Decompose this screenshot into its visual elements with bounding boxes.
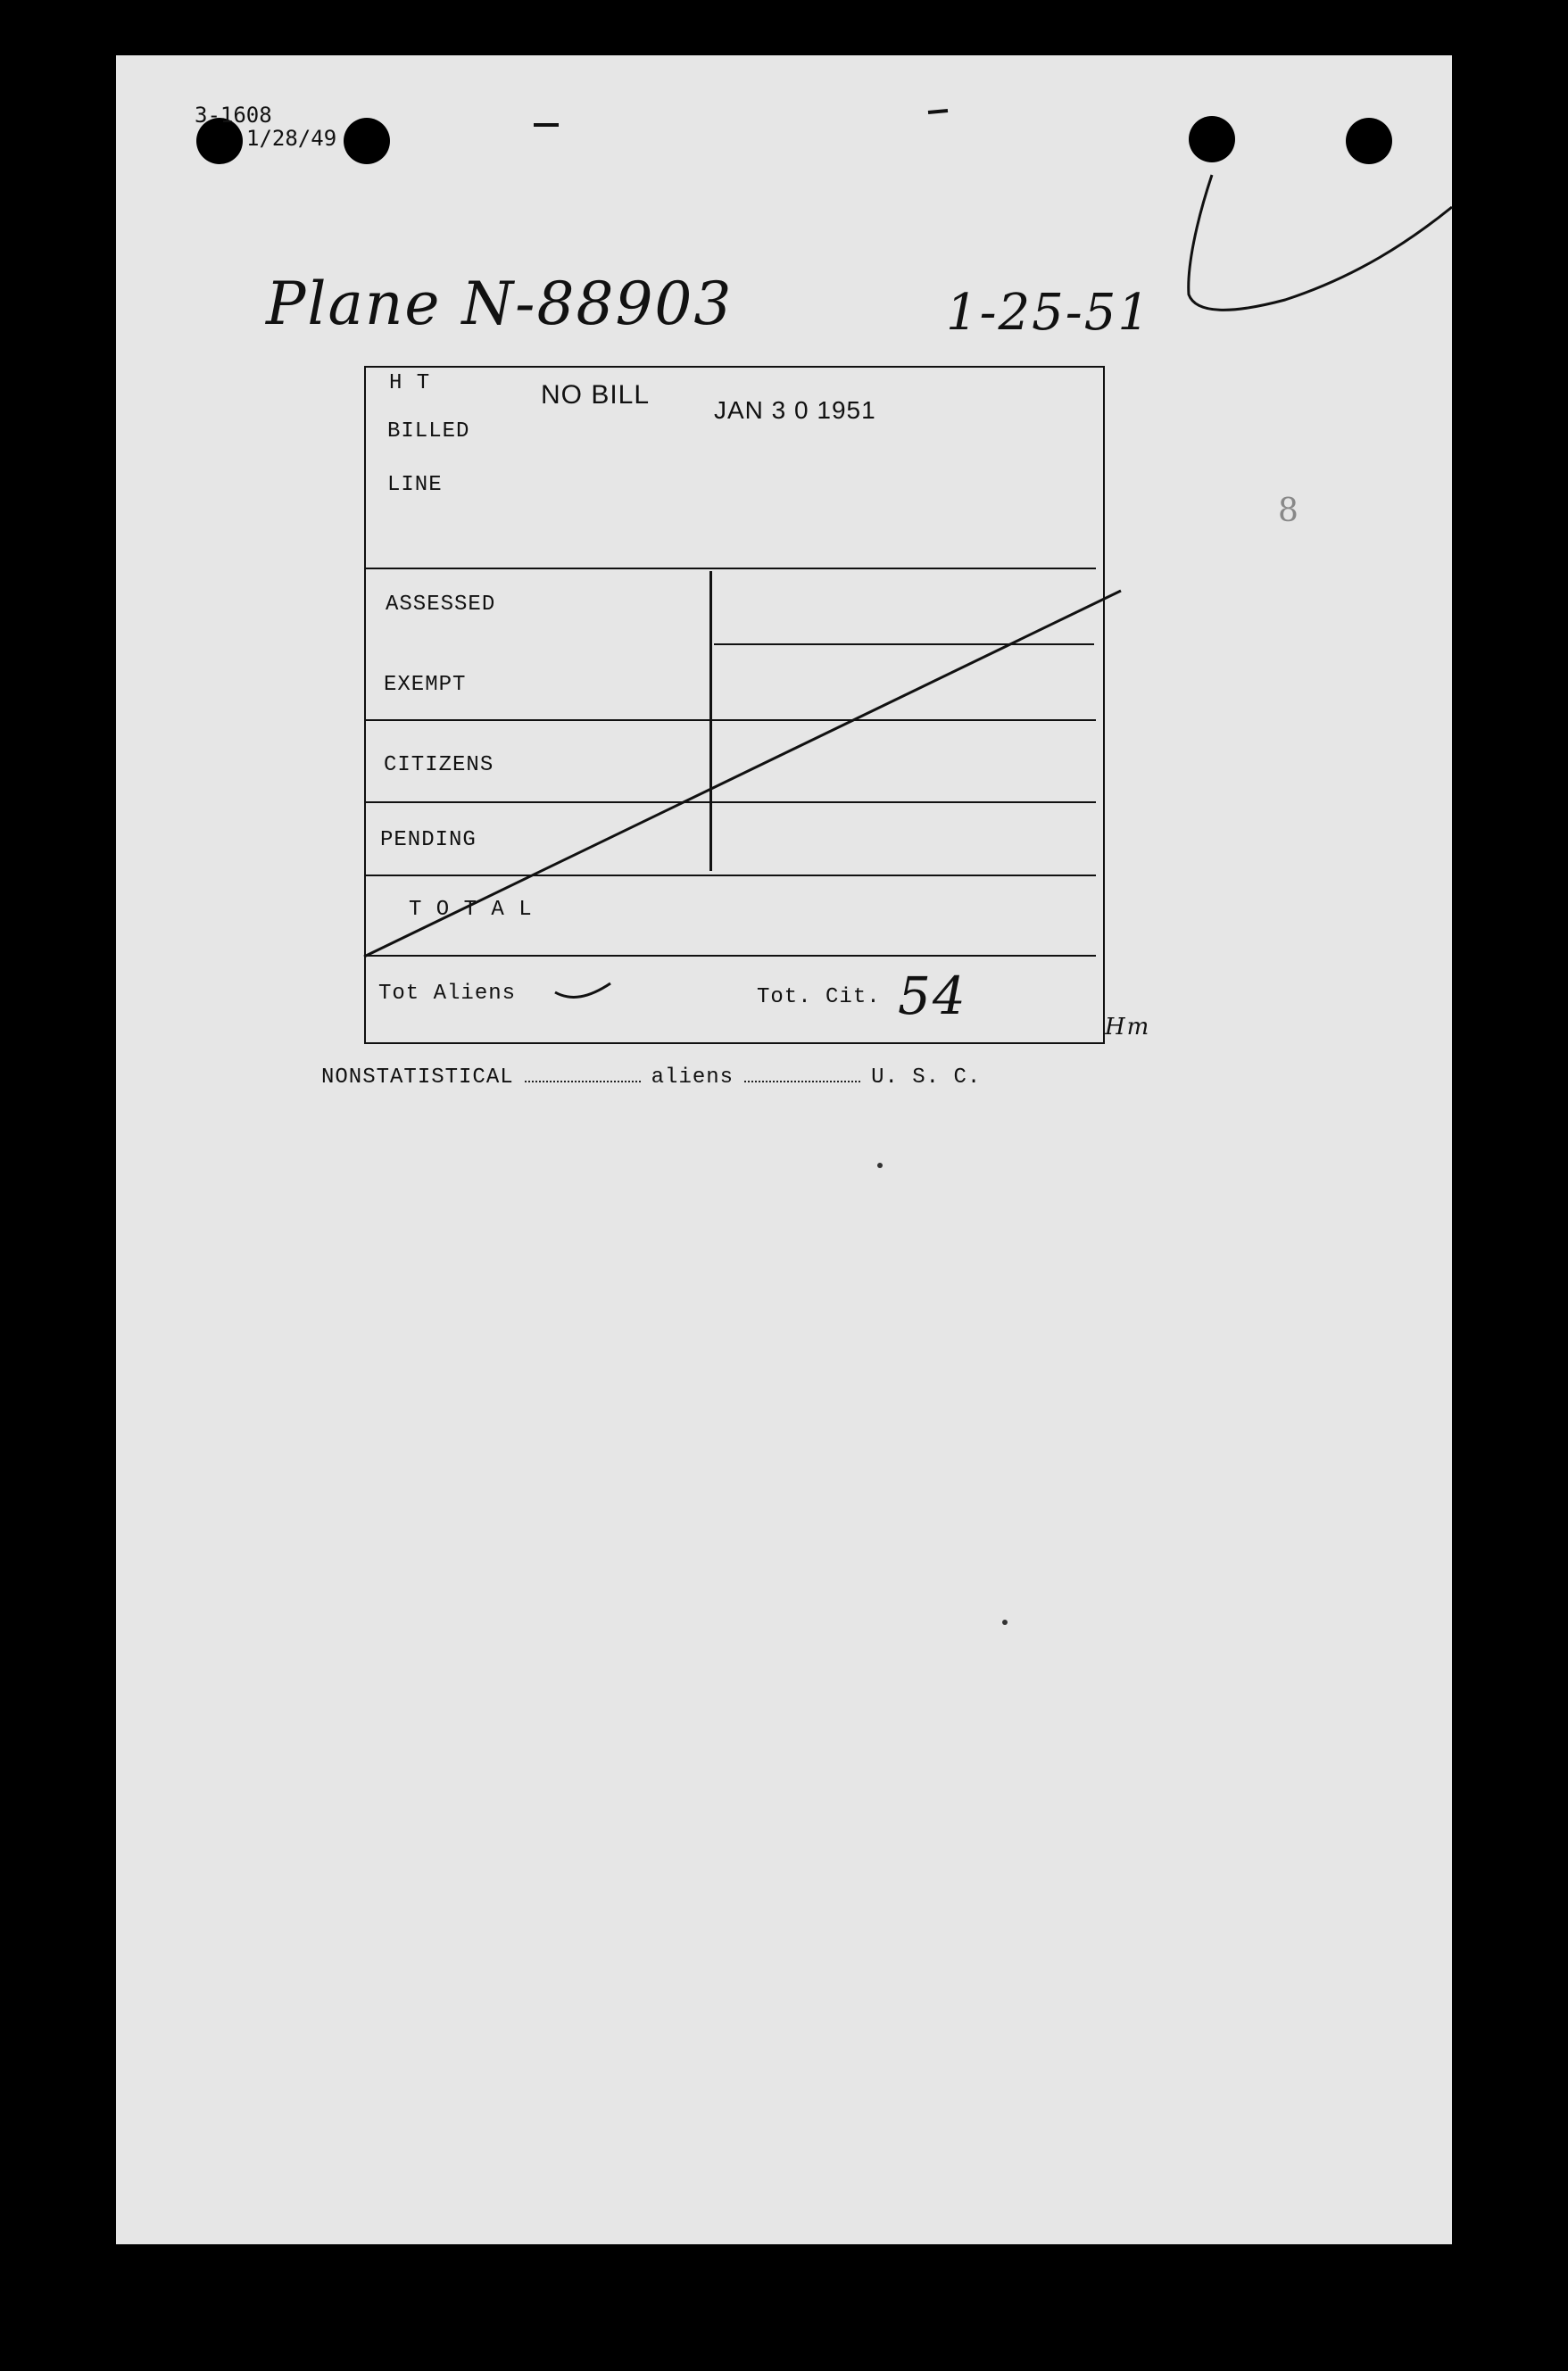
usc-label: U. S. C. [871,1065,982,1090]
tot-cit-value-handwritten: 54 [898,966,967,1026]
speck-1 [877,1163,883,1168]
row-pending: PENDING [380,828,477,852]
date-stamp: JAN 3 0 1951 [714,396,876,424]
header-billed: BILLED [387,419,470,444]
page-number: 8 [1278,493,1298,529]
form-number: 3-1608 [195,103,272,128]
row-total: T O T A L [409,898,533,922]
tot-cit-label: Tot. Cit. [757,985,881,1009]
header-ht: H T [389,371,431,395]
initials-handwritten: Hm [1105,1014,1151,1040]
plane-number-handwritten: Plane N-88903 [266,269,734,338]
tot-aliens-label: Tot Aliens [378,982,517,1006]
top-mark-2 [928,111,948,112]
row-exempt: EXEMPT [384,673,467,697]
header-line: LINE [387,473,443,497]
tot-aliens-dash [555,983,610,997]
aliens-label: aliens [651,1065,734,1090]
nonstatistical-label: NONSTATISTICAL [321,1065,514,1090]
row-citizens: CITIZENS [384,753,494,777]
row-assessed: ASSESSED [386,593,496,617]
speck-2 [1002,1620,1008,1625]
no-bill-stamp: NO BILL [541,380,651,410]
form-date: 1/28/49 [246,126,337,151]
checkmark-stroke [1189,175,1452,310]
cancel-strike-line [364,591,1121,957]
date-handwritten: 1-25-51 [946,284,1151,342]
